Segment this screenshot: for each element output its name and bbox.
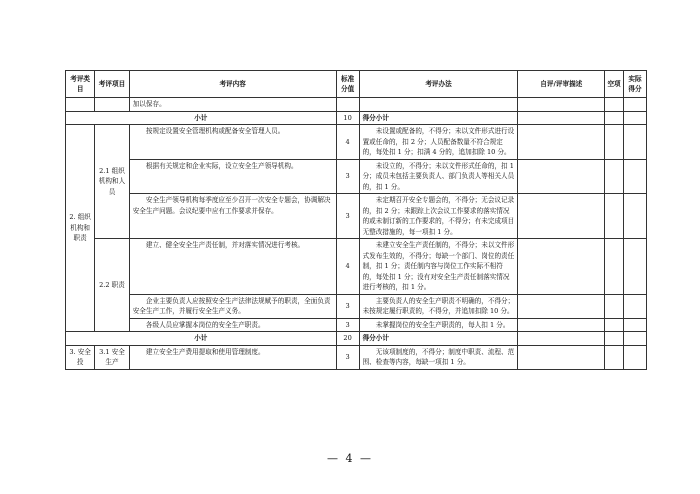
carry-row [66,98,647,112]
row-7-content: 建立安全生产费用提取和使用管理制度。 [129,345,336,369]
subtotal-1-label: 小计 [66,111,337,125]
header-content: 考评内容 [129,71,336,98]
page-number: — 4 — [327,452,373,465]
row-2-method: 未设立的，不得分；未以文件形式任命的，扣 1 分；成员未包括主要负责人、部门负责人等相关人员的，扣 1 分。 [359,159,518,194]
row-4-method: 未建立安全生产责任制的，不得分；未以文件形式发布生效的，不得分；每缺一个部门、岗位的责任制，扣 1 分；责任制内容与岗位工作实际不相符的，每处扣 1 分；没有对安全生产责任制落实情况进行考核的，扣 1 分。 [359,239,518,295]
table-row [66,294,647,318]
carry-content: 加以保存。 [129,98,336,112]
table-row [66,345,647,369]
row-7-method: 无该项制度的，不得分；制度中职责、流程、范围、检查等内容，每缺一项扣 1 分。 [359,345,518,369]
subtotal-1-score: 10 [336,111,359,125]
row-6-content: 各级人员应掌握本岗位的安全生产职责。 [129,318,336,332]
header-method: 考评办法 [359,71,518,98]
row-6-score: 3 [336,318,359,332]
row-5-method: 主要负责人的安全生产职责不明确的，不得分；未按规定履行职责的，不得分，并追加扣除 10 分。 [359,294,518,318]
row-4-content: 建立、健全安全生产责任制，并对落实情况进行考核。 [129,239,336,295]
row-5-content: 企业主要负责人应按照安全生产法律法规赋予的职责，全面负责安全生产工作，并履行安全生产义务。 [129,294,336,318]
header-actual: 实际得分 [623,71,646,98]
table-row [66,125,647,160]
row-2-content: 根据有关规定和企业实际，设立安全生产领导机构。 [129,159,336,194]
row-7-score: 3 [336,345,359,369]
table-row [66,239,647,295]
category-3: 3. 安全投 [66,345,95,369]
item-2-1: 2.1 组织机构和人员 [95,125,129,239]
row-6-method: 未掌握岗位的安全生产职责的，每人扣 1 分。 [359,318,518,332]
row-3-method: 未定期召开安全专题会的，不得分；无会议记录的，扣 2 分；未跟踪上次会议工作要求的落实情况的或未制订新的工作要求的，不得分；有未完成项目无整改措施的，每一项扣 1 分。 [359,194,518,239]
row-5-score: 3 [336,294,359,318]
row-1-score: 4 [336,125,359,160]
item-3-1: 3.1 安全生产 [95,345,129,369]
subtotal-row-1 [66,111,647,125]
row-3-score: 3 [336,194,359,239]
header-self-eval: 自评/评审描述 [518,71,605,98]
row-1-method: 未设置或配备的，不得分；未以文件形式进行设置或任命的，扣 2 分；人员配备数量不符合规定的，每处扣 1 分；扣满 4 分的，追加扣除 10 分。 [359,125,518,160]
evaluation-table [65,70,647,370]
subtotal-2-label: 小计 [66,332,337,346]
table-row [66,194,647,239]
header-empty: 空项 [605,71,624,98]
row-1-content: 按规定设置安全管理机构或配备安全管理人员。 [129,125,336,160]
header-category: 考评类目 [66,71,95,98]
header-row [66,71,647,98]
table-row [66,318,647,332]
row-2-score: 3 [336,159,359,194]
item-2-2: 2.2 职责 [95,239,129,332]
header-item: 考评项目 [95,71,129,98]
subtotal-2-method: 得分小计 [359,332,518,346]
subtotal-1-method: 得分小计 [359,111,518,125]
row-4-score: 4 [336,239,359,295]
header-score: 标准分值 [336,71,359,98]
subtotal-2-score: 20 [336,332,359,346]
row-3-content: 安全生产领导机构每季度应至少召开一次安全专题会，协调解决安全生产问题。会议纪要中应有工作要求并保存。 [129,194,336,239]
subtotal-row-2 [66,332,647,346]
table-row [66,159,647,194]
category-2: 2. 组织机构和职责 [66,125,95,332]
